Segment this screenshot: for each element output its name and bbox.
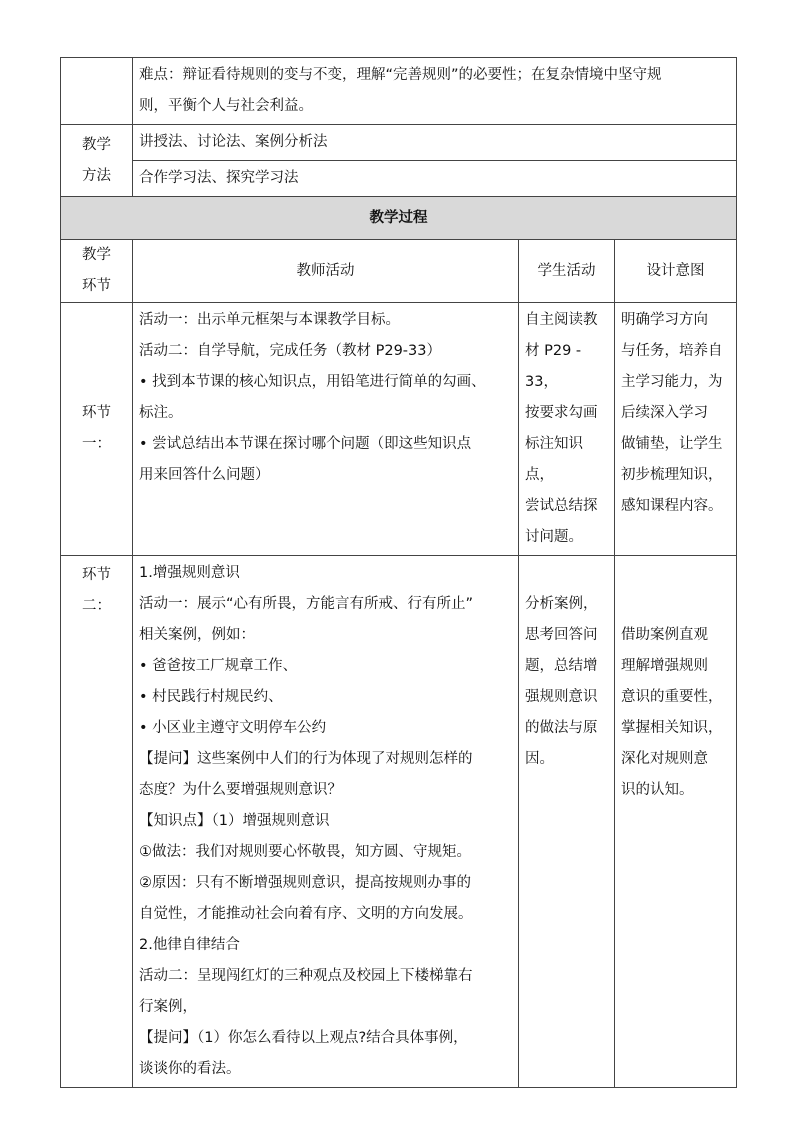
stage1-intent-line: 感知课程内容。	[621, 498, 723, 514]
stage2-student-line: 题，总结增	[525, 658, 598, 674]
methods-label-cell	[61, 125, 133, 197]
stage2-label-line1: 环节	[82, 567, 111, 583]
header-intent: 设计意图	[615, 240, 737, 303]
header-stage-line2: 环节	[82, 278, 111, 294]
process-title: 教学过程	[61, 197, 737, 240]
stage2-label-line2: 二：	[82, 598, 111, 614]
stage2-teacher-line: 自觉性，才能推动社会向着有序、文明的方向发展。	[139, 906, 473, 922]
stage1-student-line: 标注知识点，	[525, 436, 583, 483]
stage2-student-line: 因。	[525, 751, 554, 767]
stage2-teacher-line: 行案例，	[139, 999, 197, 1015]
stage2-teacher-activity	[133, 556, 519, 1088]
stage2-student-line: 思考回答问	[525, 627, 598, 643]
stage1-label	[61, 303, 133, 556]
stage2-teacher-line: 【知识点】（1）增强规则意识	[139, 813, 330, 829]
stage2-student-line: 的做法与原	[525, 720, 598, 736]
stage2-teacher-line: 态度？为什么要增强规则意识？	[139, 782, 342, 798]
methods-row-learning	[61, 161, 737, 197]
methods-label-line1: 教学	[82, 136, 111, 153]
stage2-teacher-line: 相关案例，例如：	[139, 627, 255, 643]
process-title-row	[61, 197, 737, 240]
stage2-teacher-line: • 小区业主遵守文明停车公约	[139, 720, 327, 736]
stage2-intent-line: 意识的重要性，	[621, 689, 723, 705]
stage1-label-line1: 环节	[82, 405, 111, 421]
stage1-teacher-line: 活动一：出示单元框架与本课教学目标。	[139, 312, 400, 328]
stage2-intent-line: 识的认知。	[621, 782, 694, 798]
stage1-label-line2: 一：	[82, 436, 111, 452]
stage1-student-line: 讨问题。	[525, 529, 583, 545]
stage2-student-activity	[519, 556, 615, 1088]
stage2-teacher-line: 1.增强规则意识	[139, 565, 240, 581]
stage2-teacher-line: 谈谈你的看法。	[139, 1061, 241, 1077]
stage2-teacher-line: ①做法：我们对规则要心怀敬畏，知方圆、守规矩。	[139, 844, 471, 860]
stage2-teacher-line: 【提问】这些案例中人们的行为体现了对规则怎样的	[139, 751, 473, 767]
teaching-methods: 讲授法、讨论法、案例分析法	[133, 125, 737, 161]
stage2-design-intent	[615, 556, 737, 1088]
learning-methods: 合作学习法、探究学习法	[133, 161, 737, 197]
stage2-teacher-line: • 村民践行村规民约、	[139, 689, 283, 705]
difficulty-text-cell	[133, 58, 737, 125]
stage2-teacher-line: 活动一：展示“心有所畏，方能言有所戒、行有所止”	[139, 596, 474, 612]
stage1-teacher-activity	[133, 303, 519, 556]
difficulty-label-cell	[61, 58, 133, 125]
stage1-intent-line: 后续深入学习	[621, 405, 708, 421]
stage2-teacher-line: • 爸爸按工厂规章工作、	[139, 658, 298, 674]
stage2-intent-line: 借助案例直观	[621, 627, 708, 643]
header-stage	[61, 240, 133, 303]
stage2-label	[61, 556, 133, 1088]
stage2-teacher-line: 活动二：呈现闯红灯的三种观点及校园上下楼梯靠右	[139, 968, 473, 984]
stage2-intent-line: 掌握相关知识，	[621, 720, 723, 736]
stage1-student-line: 尝试总结探	[525, 498, 598, 514]
stage1-design-intent	[615, 303, 737, 556]
stage2-intent-line: 深化对规则意	[621, 751, 708, 767]
header-stage-line1: 教学	[82, 247, 111, 263]
stage2-student-line: 分析案例，	[525, 596, 598, 612]
stage1-student-line: 材 P29 - 33，	[525, 343, 582, 390]
stage1-intent-line: 初步梳理知识，	[621, 467, 723, 483]
stage1-intent-line: 做铺垫，让学生	[621, 436, 723, 452]
stage2-teacher-line: 【提问】（1）你怎么看待以上观点?结合具体事例，	[139, 1030, 468, 1046]
stage1-intent-line: 主学习能力，为	[621, 374, 723, 390]
stage1-teacher-line: 标注。	[139, 405, 183, 421]
stage1-intent-line: 明确学习方向	[621, 312, 708, 328]
methods-row-teaching	[61, 125, 737, 161]
stage1-teacher-line: • 尝试总结出本节课在探讨哪个问题（即这些知识点	[139, 436, 472, 452]
stage1-intent-line: 与任务，培养自	[621, 343, 723, 359]
header-teacher: 教师活动	[133, 240, 519, 303]
lesson-plan-table	[60, 57, 737, 1088]
difficulty-text-line1: 难点：辩证看待规则的变与不变，理解“完善规则”的必要性；在复杂情境中坚守规	[139, 67, 662, 83]
difficulty-text-line2: 则，平衡个人与社会利益。	[139, 98, 313, 114]
stage2-intent-line: 理解增强规则	[621, 658, 708, 674]
stage1-teacher-line: 活动二：自学导航，完成任务（教材 P29-33）	[139, 343, 441, 359]
methods-label-line2: 方法	[82, 167, 111, 184]
stage2-teacher-line: 2.他律自律结合	[139, 937, 240, 953]
stage1-teacher-line: • 找到本节课的核心知识点，用铅笔进行简单的勾画、	[139, 374, 486, 390]
stage2-student-line: 强规则意识	[525, 689, 598, 705]
stage1-teacher-line: 用来回答什么问题）	[139, 467, 270, 483]
stage1-student-line: 自主阅读教	[525, 312, 598, 328]
stage2-teacher-line: ②原因：只有不断增强规则意识，提高按规则办事的	[139, 875, 471, 891]
difficulty-row	[61, 58, 737, 125]
stage2-row	[61, 556, 737, 1088]
header-row	[61, 240, 737, 303]
stage1-student-activity	[519, 303, 615, 556]
stage1-row	[61, 303, 737, 556]
stage1-student-line: 按要求勾画	[525, 405, 598, 421]
header-student: 学生活动	[519, 240, 615, 303]
